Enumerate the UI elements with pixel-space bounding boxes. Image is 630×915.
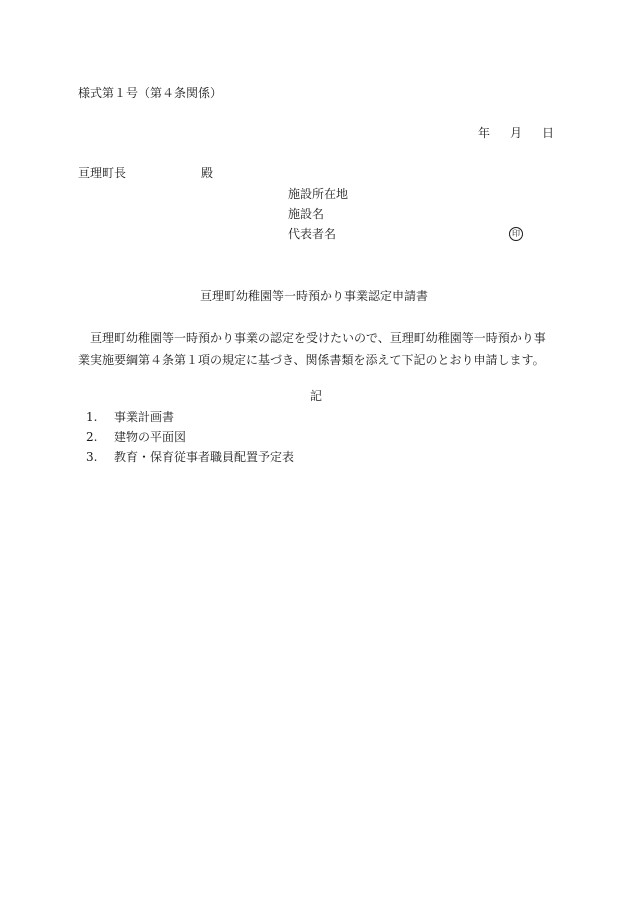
date-year: 年: [477, 126, 490, 140]
body-text: [78, 327, 558, 371]
document-title: 亘理町幼稚園等一時預かり事業認定申請書: [200, 289, 429, 303]
list-item-label: 事業計画書: [114, 410, 175, 424]
addressee-honorific: 殿: [201, 166, 214, 180]
addressee-name: 亘理町長: [78, 166, 127, 180]
attachment-list: [86, 411, 294, 471]
list-item-number: 3.: [86, 450, 98, 464]
facility-location-label: 施設所在地: [288, 187, 349, 201]
list-item-label: 建物の平面図: [114, 430, 187, 444]
list-item-number: 2.: [86, 430, 98, 444]
date-month: 月: [509, 126, 522, 140]
list-item: [86, 431, 294, 451]
representative-label: 代表者名: [288, 227, 337, 241]
list-item-number: 1.: [86, 410, 98, 424]
date-line: [478, 127, 554, 139]
list-item-label: 教育・保育従事者職員配置予定表: [114, 450, 295, 464]
list-item: [86, 451, 294, 471]
body-line-1: 亘理町幼稚園等一時預かり事業の認定を受けたいので、亘理町幼稚園等一時預かり事: [90, 331, 546, 345]
addressee: [78, 166, 214, 180]
form-number: 様式第１号（第４条関係）: [78, 86, 223, 100]
seal-icon: 印: [509, 227, 523, 241]
facility-name-label: 施設名: [288, 207, 325, 221]
body-line-2: 業実施要綱第４条第１項の規定に基づき、関係書類を添えて下記のとおり申請します。: [78, 353, 545, 367]
ki-heading: 記: [310, 389, 323, 403]
list-item: [86, 411, 294, 431]
date-day: 日: [541, 126, 554, 140]
